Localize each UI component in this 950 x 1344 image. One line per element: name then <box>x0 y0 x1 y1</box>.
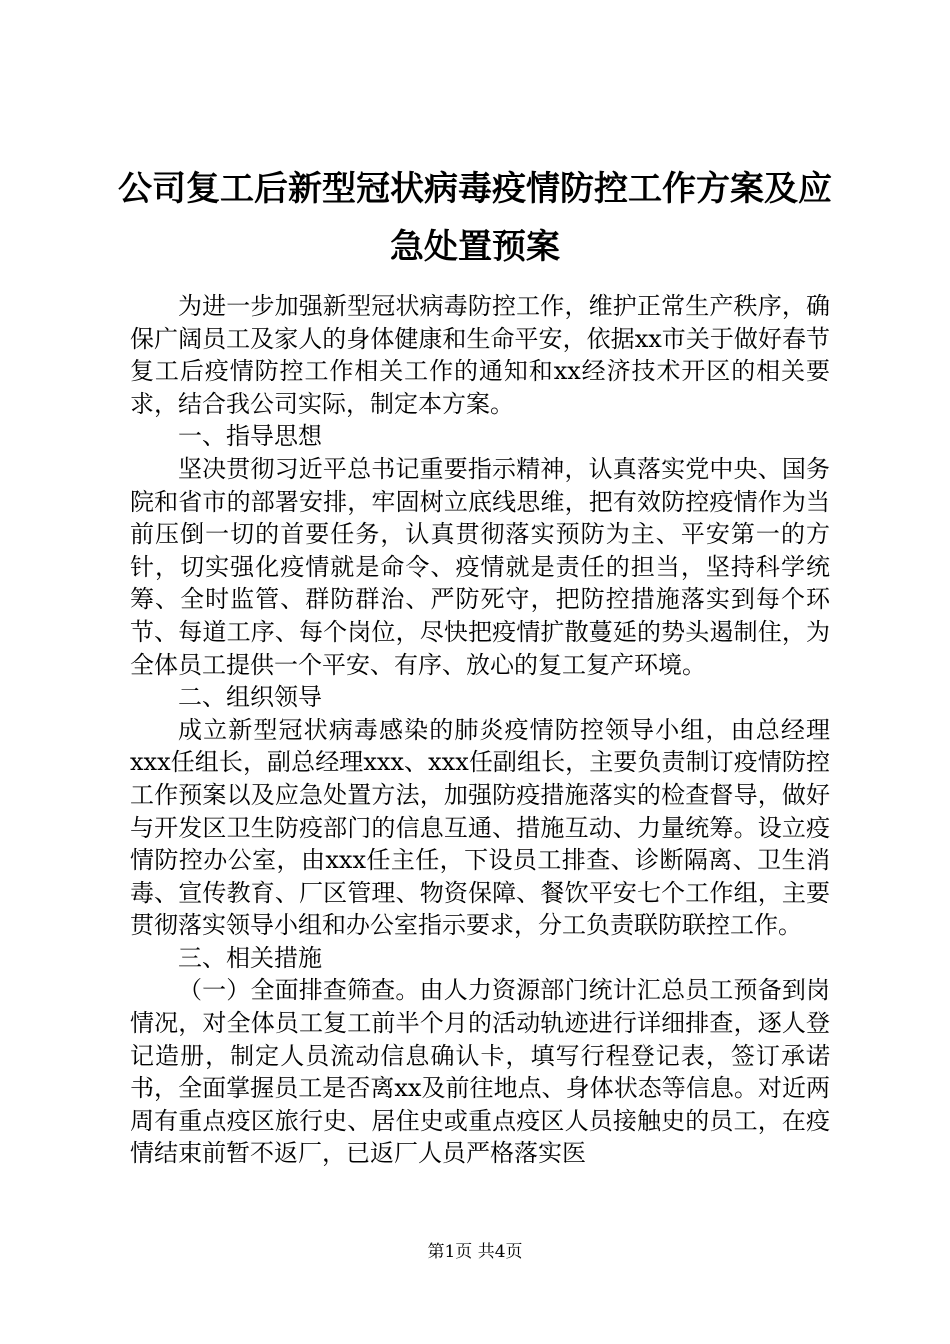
section-heading-measures: 三、相关措施 <box>178 943 322 972</box>
section-heading-organization: 二、组织领导 <box>178 683 322 712</box>
guiding-ideology-paragraph: 坚决贯彻习近平总书记重要指示精神，认真落实党中央、国务院和省市的部署安排，牢固树立底线思维，把有效防控疫情作为当前压倒一切的首要任务，认真贯彻落实预防为主、平安第一的方针，切实强化疫情就是命令、疫情就是责任的担当，坚持科学统筹、全时监管、群防群治、严防死守，把防控措施落实到每个环节、每道工序、每个岗位，尽快把疫情扩散蔓延的势头遏制住，为全体员工提供一个平安、有序、放心的复工复产环境。 <box>130 454 830 679</box>
section-heading-guiding-ideology: 一、指导思想 <box>178 422 322 451</box>
page-footer: 第1页 共4页 <box>427 1242 523 1262</box>
document-title: 公司复工后新型冠状病毒疫情防控工作方案及应急处置预案 <box>118 169 832 267</box>
organization-paragraph: 成立新型冠状病毒感染的肺炎疫情防控领导小组，由总经理xxx任组长，副总经理xxx、xxx任副组长，主要负责制订疫情防控工作预案以及应急处置方法，加强防疫措施落实的检查督导，做好与开发区卫生防疫部门的信息互通、措施互动、力量统筹。设立疫情防控办公室，由xxx任主任，下设员工排查、诊断隔离、卫生消毒、宣传教育、厂区管理、物资保障、餐饮平安七个工作组，主要贯彻落实领导小组和办公室指示要求，分工负责联防联控工作。 <box>130 715 830 940</box>
document-body <box>130 290 830 1170</box>
measures-paragraph: （一）全面排查筛查。由人力资源部门统计汇总员工预备到岗情况，对全体员工复工前半个月的活动轨迹进行详细排查，逐人登记造册，制定人员流动信息确认卡，填写行程登记表，签订承诺书，全面掌握员工是否离xx及前往地点、身体状态等信息。对近两周有重点疫区旅行史、居住史或重点疫区人员接触史的员工，在疫情结束前暂不返厂，已返厂人员严格落实医 <box>130 976 830 1168</box>
intro-paragraph: 为进一步加强新型冠状病毒防控工作，维护正常生产秩序，确保广阔员工及家人的身体健康和生命平安，依据xx市关于做好春节复工后疫情防控工作相关工作的通知和xx经济技术开区的相关要求，结合我公司实际，制定本方案。 <box>130 292 830 418</box>
